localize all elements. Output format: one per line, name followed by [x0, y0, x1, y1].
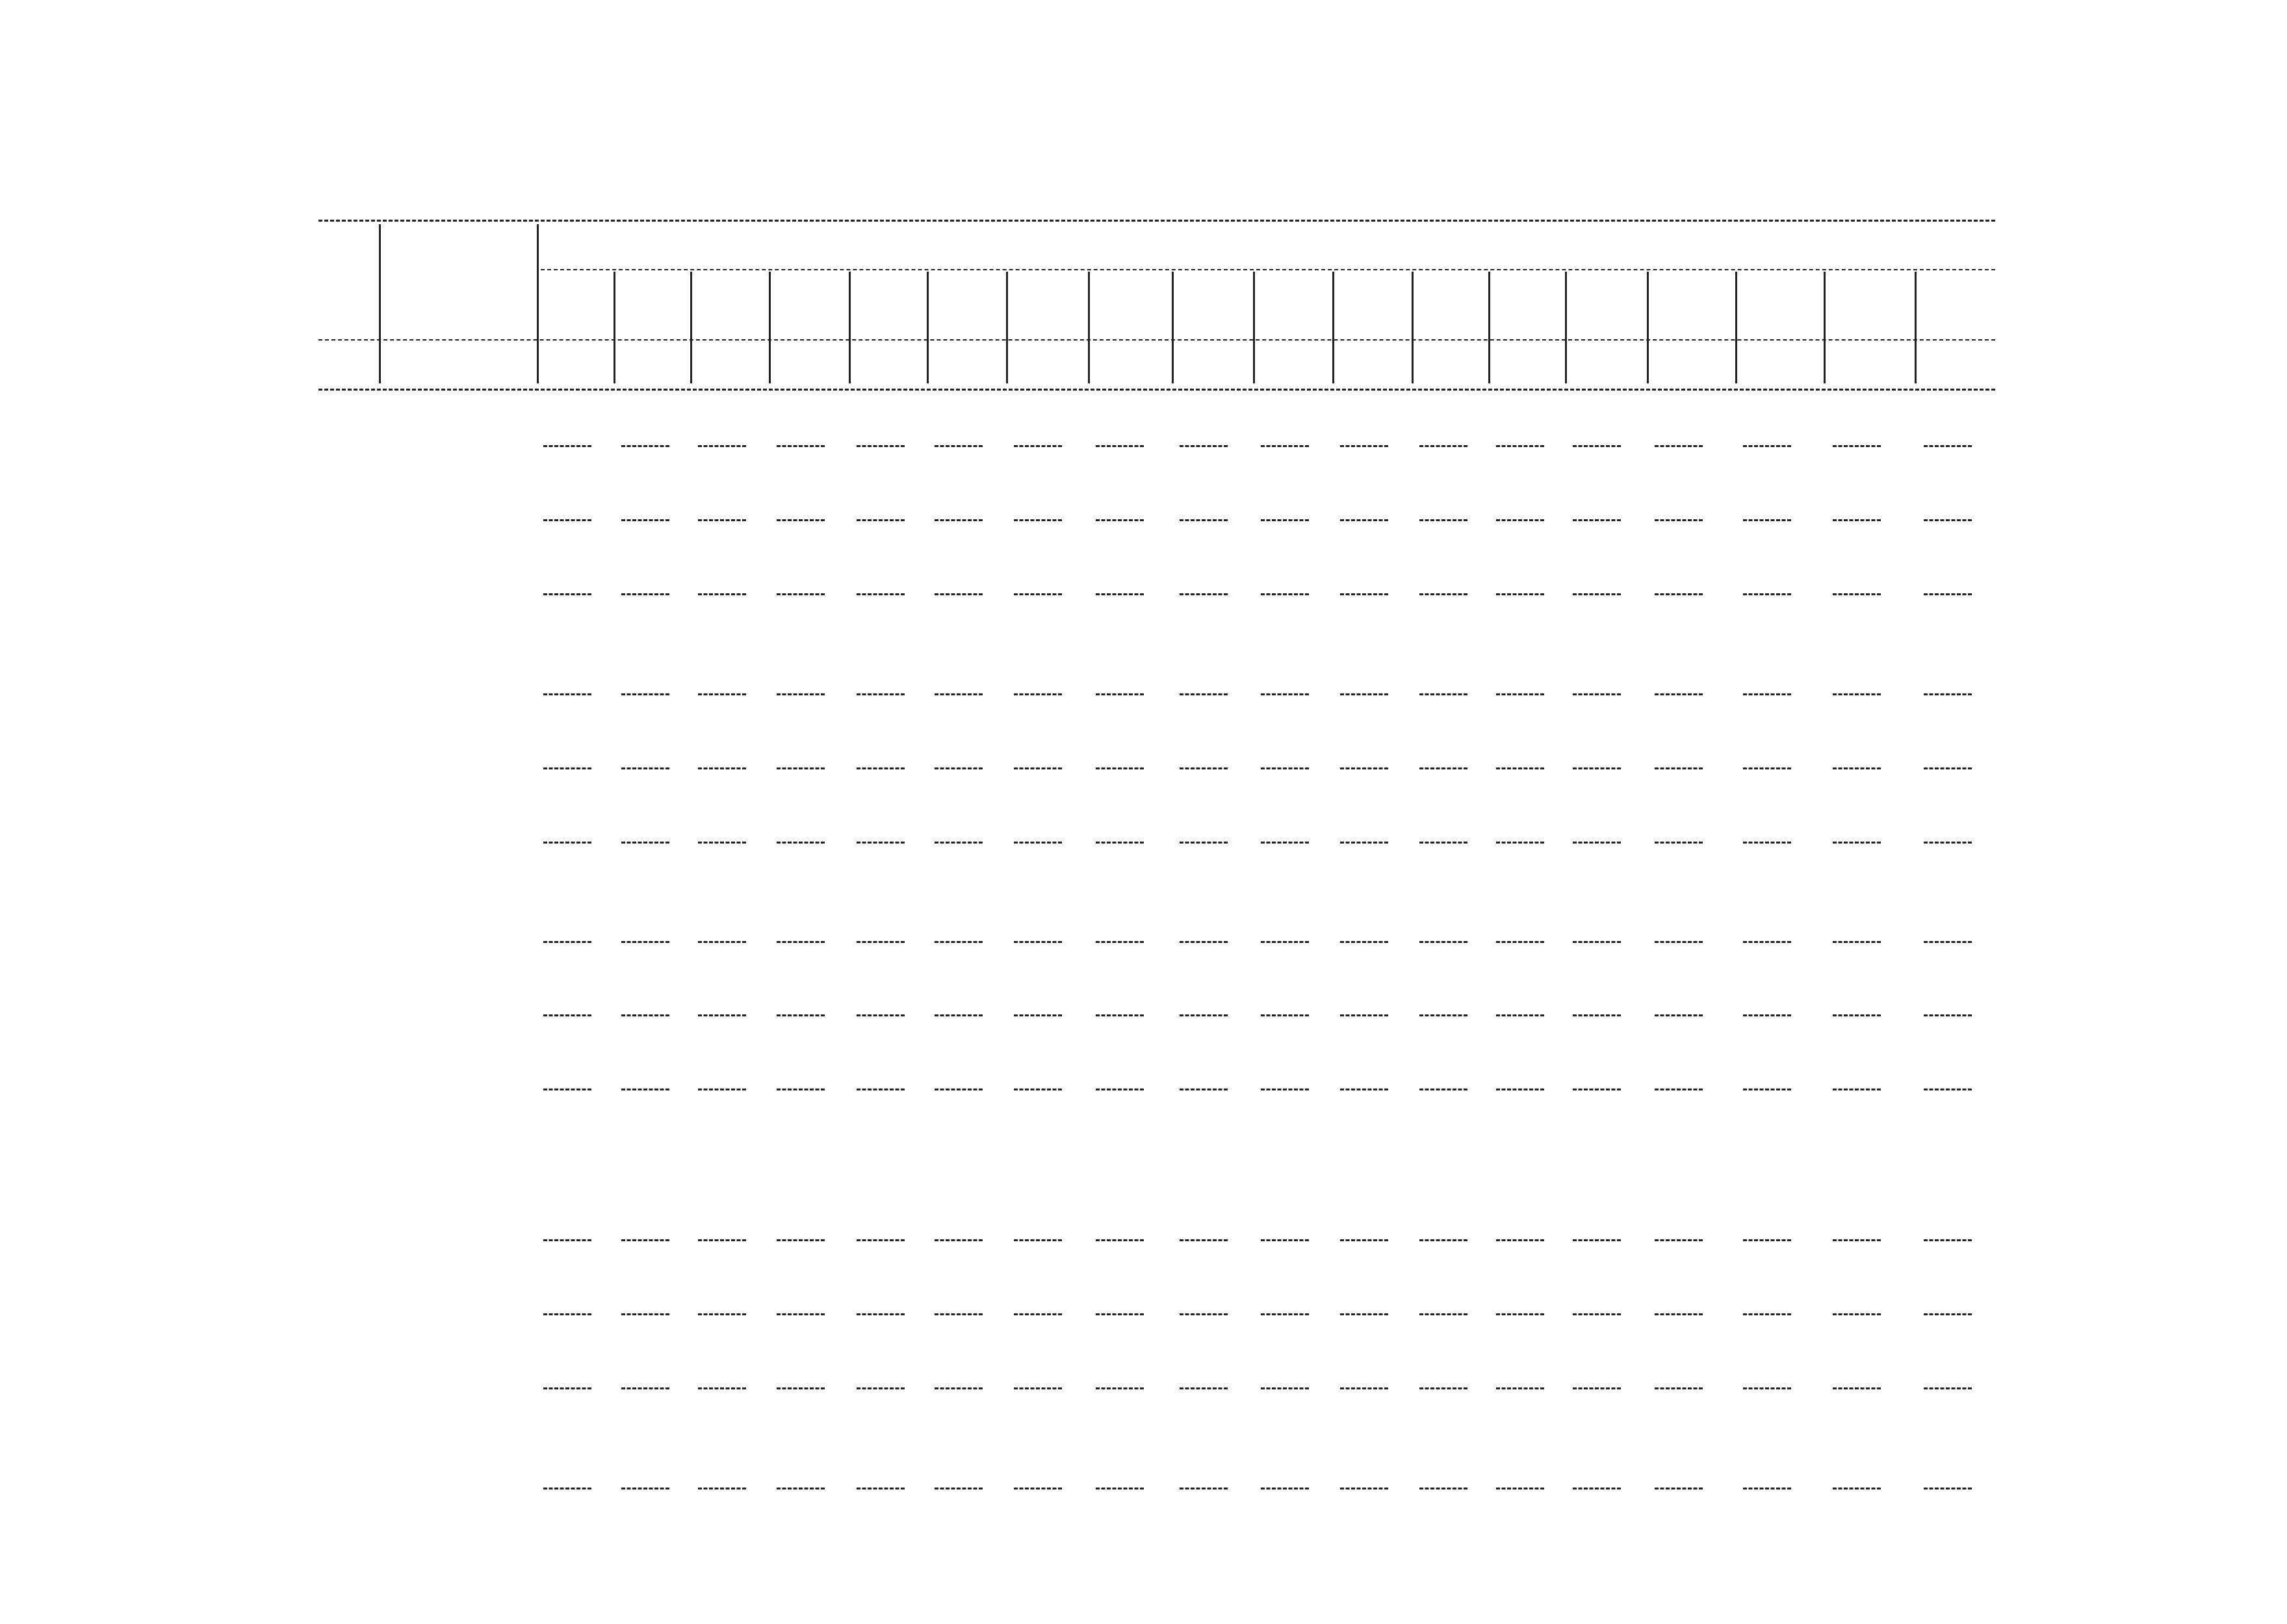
fraction-bar — [1496, 1239, 1544, 1241]
fraction-bar — [1096, 1488, 1144, 1489]
fraction-bar — [935, 1014, 983, 1016]
fraction-bar — [1180, 693, 1228, 695]
fraction-bar — [543, 842, 591, 844]
header-col-separator — [1006, 272, 1008, 383]
fraction-bar — [1924, 1488, 1972, 1489]
fraction-bar — [1340, 693, 1388, 695]
fraction-bar — [543, 1387, 591, 1389]
fraction-bar — [1833, 842, 1881, 844]
fraction-bar — [1573, 1089, 1621, 1090]
fraction-bar — [1180, 1014, 1228, 1016]
fraction-bar — [1496, 1089, 1544, 1090]
fraction-bar — [1655, 693, 1703, 695]
fraction-bar — [1261, 941, 1309, 943]
fraction-bar — [543, 1014, 591, 1016]
fraction-bar — [543, 693, 591, 695]
fraction-bar — [1496, 693, 1544, 695]
fraction-bar — [777, 593, 825, 595]
fraction-bar — [1180, 593, 1228, 595]
header-col-separator — [614, 272, 615, 383]
fraction-bar — [698, 693, 746, 695]
fraction-bar — [1419, 593, 1467, 595]
fraction-bar — [857, 1239, 905, 1241]
fraction-bar — [621, 693, 669, 695]
fraction-bar — [1340, 1089, 1388, 1090]
fraction-bar — [777, 1313, 825, 1315]
fraction-bar — [1655, 1014, 1703, 1016]
fraction-bar — [857, 767, 905, 769]
fraction-bar — [777, 767, 825, 769]
header-col-separator — [1488, 272, 1490, 383]
fraction-bar — [1496, 1313, 1544, 1315]
fraction-bar — [1340, 941, 1388, 943]
fraction-bar — [1419, 693, 1467, 695]
fraction-bar — [857, 593, 905, 595]
fraction-bar — [1261, 693, 1309, 695]
fraction-bar — [1924, 1313, 1972, 1315]
fraction-bar — [1340, 1313, 1388, 1315]
header-vline-n — [379, 224, 381, 383]
fraction-bar — [1180, 842, 1228, 844]
fraction-bar — [1655, 1387, 1703, 1389]
fraction-bar — [1573, 593, 1621, 595]
fraction-bar — [1743, 941, 1791, 943]
fraction-bar — [621, 1488, 669, 1489]
fraction-bar — [1743, 1488, 1791, 1489]
fraction-bar — [1419, 519, 1467, 521]
fraction-bar — [935, 842, 983, 844]
fraction-bar — [1573, 1313, 1621, 1315]
fraction-bar — [777, 445, 825, 447]
fraction-bar — [1096, 767, 1144, 769]
fraction-bar — [621, 519, 669, 521]
fraction-bar — [698, 941, 746, 943]
fraction-bar — [1340, 1488, 1388, 1489]
fraction-bar — [621, 1387, 669, 1389]
fraction-bar — [1743, 1089, 1791, 1090]
fraction-bar — [1573, 1387, 1621, 1389]
fraction-bar — [543, 1313, 591, 1315]
fraction-bar — [1419, 1313, 1467, 1315]
fraction-bar — [1096, 1089, 1144, 1090]
header-col-separator — [1332, 272, 1334, 383]
fraction-bar — [857, 1014, 905, 1016]
fraction-bar — [777, 1239, 825, 1241]
fraction-bar — [1014, 1488, 1062, 1489]
header-col-separator — [927, 272, 929, 383]
fraction-bar — [1340, 1387, 1388, 1389]
header-col-separator — [1088, 272, 1090, 383]
fraction-bar — [1496, 593, 1544, 595]
fraction-bar — [1496, 941, 1544, 943]
fraction-bar — [1496, 1014, 1544, 1016]
fraction-bar — [543, 445, 591, 447]
header-col-separator — [1824, 272, 1826, 383]
header-top-rule — [318, 220, 1995, 222]
fraction-bar — [1573, 1239, 1621, 1241]
fraction-bar — [1833, 1239, 1881, 1241]
fraction-bar — [1419, 1014, 1467, 1016]
fraction-bar — [1655, 1239, 1703, 1241]
fraction-bar — [1833, 941, 1881, 943]
fraction-bar — [1833, 1089, 1881, 1090]
fraction-bar — [1833, 1488, 1881, 1489]
fraction-bar — [935, 767, 983, 769]
header-col-separator — [1172, 272, 1174, 383]
fraction-bar — [1340, 445, 1388, 447]
fraction-bar — [1833, 693, 1881, 695]
fraction-bar — [777, 842, 825, 844]
fraction-bar — [1743, 1239, 1791, 1241]
fraction-bar — [698, 1313, 746, 1315]
fraction-bar — [543, 1488, 591, 1489]
fraction-bar — [543, 593, 591, 595]
fraction-bar — [1924, 445, 1972, 447]
fraction-bar — [1180, 767, 1228, 769]
fraction-bar — [1180, 519, 1228, 521]
fraction-bar — [698, 593, 746, 595]
fraction-bar — [1496, 519, 1544, 521]
fraction-bar — [1014, 1089, 1062, 1090]
header-col-separator — [690, 272, 692, 383]
fraction-bar — [1573, 519, 1621, 521]
fraction-bar — [1014, 941, 1062, 943]
fraction-bar — [1655, 519, 1703, 521]
fraction-bar — [543, 941, 591, 943]
fraction-bar — [1014, 593, 1062, 595]
header-bottom-rule — [318, 389, 1995, 391]
fraction-bar — [1743, 693, 1791, 695]
fraction-bar — [698, 1387, 746, 1389]
fraction-bar — [1096, 445, 1144, 447]
region-codes-bottom-rule — [318, 339, 1995, 341]
fraction-bar — [1014, 519, 1062, 521]
fraction-bar — [777, 1488, 825, 1489]
fraction-bar — [1573, 842, 1621, 844]
fraction-bar — [1833, 1387, 1881, 1389]
header-col-separator — [849, 272, 851, 383]
fraction-bar — [1833, 519, 1881, 521]
fraction-bar — [1014, 1014, 1062, 1016]
fraction-bar — [1180, 445, 1228, 447]
fraction-bar — [1096, 1387, 1144, 1389]
fraction-bar — [777, 1014, 825, 1016]
fraction-bar — [1180, 1239, 1228, 1241]
fraction-bar — [621, 1014, 669, 1016]
fraction-bar — [1924, 1239, 1972, 1241]
fraction-bar — [1833, 593, 1881, 595]
fraction-bar — [1573, 445, 1621, 447]
fraction-bar — [777, 941, 825, 943]
fraction-bar — [777, 1387, 825, 1389]
fraction-bar — [777, 693, 825, 695]
fraction-bar — [1419, 941, 1467, 943]
header-col-separator — [1412, 272, 1414, 383]
fraction-bar — [1833, 767, 1881, 769]
fraction-bar — [935, 1089, 983, 1090]
fraction-bar — [935, 1488, 983, 1489]
fraction-bar — [935, 445, 983, 447]
fraction-bar — [1655, 941, 1703, 943]
fraction-bar — [621, 445, 669, 447]
fraction-bar — [1180, 941, 1228, 943]
fraction-bar — [1261, 1313, 1309, 1315]
fraction-bar — [1924, 693, 1972, 695]
fraction-bar — [1655, 1089, 1703, 1090]
fraction-bar — [1419, 842, 1467, 844]
fraction-bar — [1573, 1488, 1621, 1489]
fraction-bar — [1924, 1387, 1972, 1389]
fraction-bar — [935, 693, 983, 695]
fraction-bar — [935, 593, 983, 595]
fraction-bar — [1014, 1239, 1062, 1241]
header-col-separator — [1647, 272, 1649, 383]
fraction-bar — [1419, 1387, 1467, 1389]
fraction-bar — [777, 1089, 825, 1090]
fraction-bar — [1261, 445, 1309, 447]
fraction-bar — [857, 842, 905, 844]
fraction-bar — [857, 445, 905, 447]
fraction-bar — [1419, 767, 1467, 769]
fraction-bar — [1419, 445, 1467, 447]
fraction-bar — [1096, 593, 1144, 595]
fraction-bar — [1833, 445, 1881, 447]
fraction-bar — [1340, 767, 1388, 769]
fraction-bar — [1924, 1014, 1972, 1016]
fraction-bar — [698, 1239, 746, 1241]
fraction-bar — [1743, 1014, 1791, 1016]
fraction-bar — [1419, 1488, 1467, 1489]
fraction-bar — [698, 842, 746, 844]
fraction-bar — [1496, 842, 1544, 844]
fraction-bar — [1924, 593, 1972, 595]
fraction-bar — [1261, 593, 1309, 595]
fraction-bar — [857, 1313, 905, 1315]
fraction-bar — [1743, 767, 1791, 769]
fraction-bar — [935, 519, 983, 521]
fraction-bar — [1573, 941, 1621, 943]
fraction-bar — [1340, 1239, 1388, 1241]
fraction-bar — [1833, 1014, 1881, 1016]
fraction-bar — [621, 1313, 669, 1315]
header-vline-code — [537, 224, 539, 383]
fraction-bar — [1496, 1488, 1544, 1489]
fraction-bar — [1924, 519, 1972, 521]
fraction-bar — [1743, 445, 1791, 447]
fraction-bar — [1261, 519, 1309, 521]
fraction-bar — [857, 941, 905, 943]
fraction-bar — [857, 1387, 905, 1389]
fraction-bar — [1655, 767, 1703, 769]
fraction-bar — [1655, 842, 1703, 844]
fraction-bar — [1096, 842, 1144, 844]
fraction-bar — [1261, 842, 1309, 844]
fraction-bar — [1014, 693, 1062, 695]
fraction-bar — [1340, 519, 1388, 521]
fraction-bar — [1014, 767, 1062, 769]
fraction-bar — [1496, 445, 1544, 447]
fraction-bar — [1924, 767, 1972, 769]
fraction-bar — [1014, 1387, 1062, 1389]
fraction-bar — [1340, 842, 1388, 844]
fraction-bar — [1924, 842, 1972, 844]
fraction-bar — [857, 693, 905, 695]
fraction-bar — [621, 1239, 669, 1241]
fraction-bar — [621, 842, 669, 844]
fraction-bar — [857, 1488, 905, 1489]
fraction-bar — [1014, 1313, 1062, 1315]
fraction-bar — [1655, 1313, 1703, 1315]
fraction-bar — [935, 1313, 983, 1315]
fraction-bar — [1261, 1014, 1309, 1016]
fraction-bar — [698, 767, 746, 769]
fraction-bar — [1180, 1488, 1228, 1489]
fraction-bar — [543, 1089, 591, 1090]
fraction-bar — [1261, 767, 1309, 769]
fraction-bar — [935, 941, 983, 943]
fraction-bar — [1743, 519, 1791, 521]
header-col-separator — [1565, 272, 1567, 383]
fraction-bar — [1261, 1488, 1309, 1489]
fraction-bar — [935, 1239, 983, 1241]
header-col-separator — [1253, 272, 1255, 383]
fraction-bar — [1924, 1089, 1972, 1090]
fraction-bar — [1261, 1387, 1309, 1389]
header-col-separator — [1735, 272, 1737, 383]
fraction-bar — [1573, 1014, 1621, 1016]
header-col-separator — [769, 272, 771, 383]
fraction-bar — [698, 519, 746, 521]
fraction-bar — [1743, 842, 1791, 844]
fraction-bar — [1096, 1313, 1144, 1315]
fraction-bar — [543, 767, 591, 769]
fraction-bar — [935, 1387, 983, 1389]
fraction-bar — [1180, 1313, 1228, 1315]
fraction-bar — [1743, 1387, 1791, 1389]
fraction-bar — [1340, 593, 1388, 595]
fraction-bar — [1261, 1239, 1309, 1241]
fraction-bar — [1096, 693, 1144, 695]
fraction-bar — [1496, 767, 1544, 769]
fraction-bar — [1180, 1089, 1228, 1090]
fraction-bar — [1340, 1014, 1388, 1016]
fraction-bar — [698, 1089, 746, 1090]
fraction-bar — [1743, 1313, 1791, 1315]
fraction-bar — [698, 1014, 746, 1016]
fraction-bar — [543, 519, 591, 521]
region-codes-top-rule — [541, 269, 1995, 270]
header-col-separator — [1915, 272, 1917, 383]
fraction-bar — [1655, 445, 1703, 447]
fraction-bar — [621, 593, 669, 595]
fraction-bar — [621, 941, 669, 943]
fraction-bar — [621, 767, 669, 769]
fraction-bar — [1419, 1089, 1467, 1090]
fraction-bar — [1096, 519, 1144, 521]
fraction-bar — [857, 519, 905, 521]
fraction-bar — [621, 1089, 669, 1090]
fraction-bar — [1573, 767, 1621, 769]
fraction-bar — [543, 1239, 591, 1241]
fraction-bar — [698, 445, 746, 447]
fraction-bar — [1096, 941, 1144, 943]
fraction-bar — [1924, 941, 1972, 943]
fraction-bar — [1014, 842, 1062, 844]
fraction-bar — [777, 519, 825, 521]
fraction-bar — [1014, 445, 1062, 447]
fraction-bar — [1096, 1239, 1144, 1241]
fraction-bar — [1573, 693, 1621, 695]
fraction-bar — [1419, 1239, 1467, 1241]
fraction-bar — [1743, 593, 1791, 595]
fraction-bar — [1655, 1488, 1703, 1489]
fraction-bar — [1096, 1014, 1144, 1016]
fraction-bar — [1496, 1387, 1544, 1389]
fraction-bar — [1180, 1387, 1228, 1389]
fraction-bar — [1655, 593, 1703, 595]
fraction-bar — [857, 1089, 905, 1090]
fraction-bar — [1261, 1089, 1309, 1090]
fraction-bar — [698, 1488, 746, 1489]
fraction-bar — [1833, 1313, 1881, 1315]
